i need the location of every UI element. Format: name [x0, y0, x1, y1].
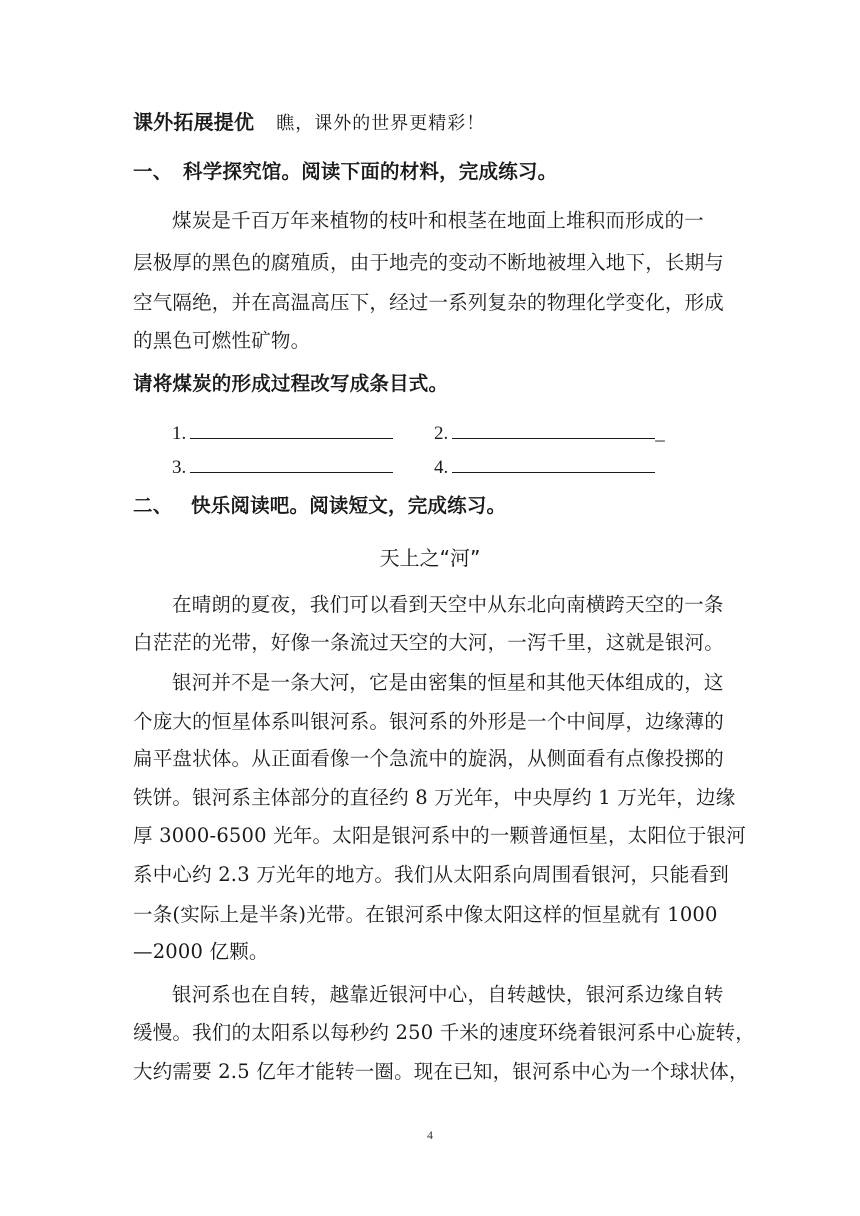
- header-title: 课外拓展提优: [133, 110, 255, 134]
- passage2-line: 扁平盘状体。从正面看像一个急流中的旋涡，从侧面看有点像投掷的: [133, 747, 725, 770]
- passage2-line: 一条(实际上是半条)光带。在银河系中像太阳这样的恒星就有 1000: [133, 903, 718, 926]
- answer-label-4: 4.: [434, 457, 449, 478]
- passage2-line: 系中心约 2.3 万光年的地方。我们从太阳系向周围看银河，只能看到: [133, 863, 730, 886]
- passage1-line: 煤炭是千百万年来植物的枝叶和根茎在地面上堆积而形成的一: [172, 209, 704, 232]
- header-row: [133, 109, 485, 137]
- blank-row: [172, 420, 692, 446]
- page-number: 4: [427, 1128, 433, 1142]
- section2-number: 二、: [133, 494, 173, 517]
- answer-label-1: 1.: [172, 423, 187, 444]
- section1-question: 请将煤炭的形成过程改写成条目式。: [133, 372, 449, 395]
- passage1-line: 的黑色可燃性矿物。: [133, 329, 311, 352]
- passage1-line: 空气隔绝，并在高温高压下，经过一系列复杂的物理化学变化，形成: [133, 291, 725, 314]
- passage-title: 天上之“河”: [379, 546, 481, 570]
- passage2-line: 在晴朗的夏夜，我们可以看到天空中从东北向南横跨天空的一条: [172, 593, 724, 616]
- answer-item-2: [434, 420, 665, 447]
- section1-number: 一、: [133, 160, 173, 183]
- answer-suffix-2: _: [655, 423, 665, 444]
- passage1-line: 层极厚的黑色的腐殖质，由于地壳的变动不断地被埋入地下，长期与: [133, 251, 725, 274]
- answer-label-3: 3.: [172, 457, 187, 478]
- answer-item-3: [172, 454, 393, 481]
- passage2-line: 银河系也在自转，越靠近银河中心，自转越快，银河系边缘自转: [172, 983, 724, 1006]
- answer-label-2: 2.: [434, 423, 449, 444]
- answer-blank-1[interactable]: [190, 420, 393, 439]
- section2-heading: 快乐阅读吧。阅读短文，完成练习。: [191, 494, 507, 517]
- section1-heading-row: [133, 159, 557, 185]
- answer-blank-3[interactable]: [190, 454, 393, 473]
- passage2-line: 白茫茫的光带，好像一条流过天空的大河，一泻千里，这就是银河。: [133, 631, 725, 654]
- section1-heading: 科学探究馆。阅读下面的材料，完成练习。: [183, 160, 558, 183]
- section2-heading-row: [133, 493, 506, 519]
- header-tagline: 瞧，课外的世界更精彩！: [276, 113, 486, 134]
- answer-item-1: [172, 420, 393, 447]
- passage2-line: 铁饼。银河系主体部分的直径约 8 万光年，中央厚约 1 万光年，边缘: [133, 786, 736, 809]
- passage2-line: 银河并不是一条大河，它是由密集的恒星和其他天体组成的，这: [172, 671, 724, 694]
- passage2-line: —2000 亿颗。: [133, 940, 269, 963]
- passage2-line: 个庞大的恒星体系叫银河系。银河系的外形是一个中间厚，边缘薄的: [133, 710, 725, 733]
- blank-row: [172, 454, 692, 480]
- answer-item-4: [434, 454, 655, 481]
- answer-blank-4[interactable]: [452, 454, 655, 473]
- answer-blank-2[interactable]: [452, 420, 655, 439]
- passage2-line: 缓慢。我们的太阳系以每秒约 250 千米的速度环绕着银河系中心旋转，: [133, 1021, 755, 1044]
- passage2-line: 厚 3000-6500 光年。太阳是银河系中的一颗普通恒星，太阳位于银河: [133, 824, 746, 847]
- passage2-line: 大约需要 2.5 亿年才能转一圈。现在已知，银河系中心为一个球状体，: [133, 1060, 749, 1083]
